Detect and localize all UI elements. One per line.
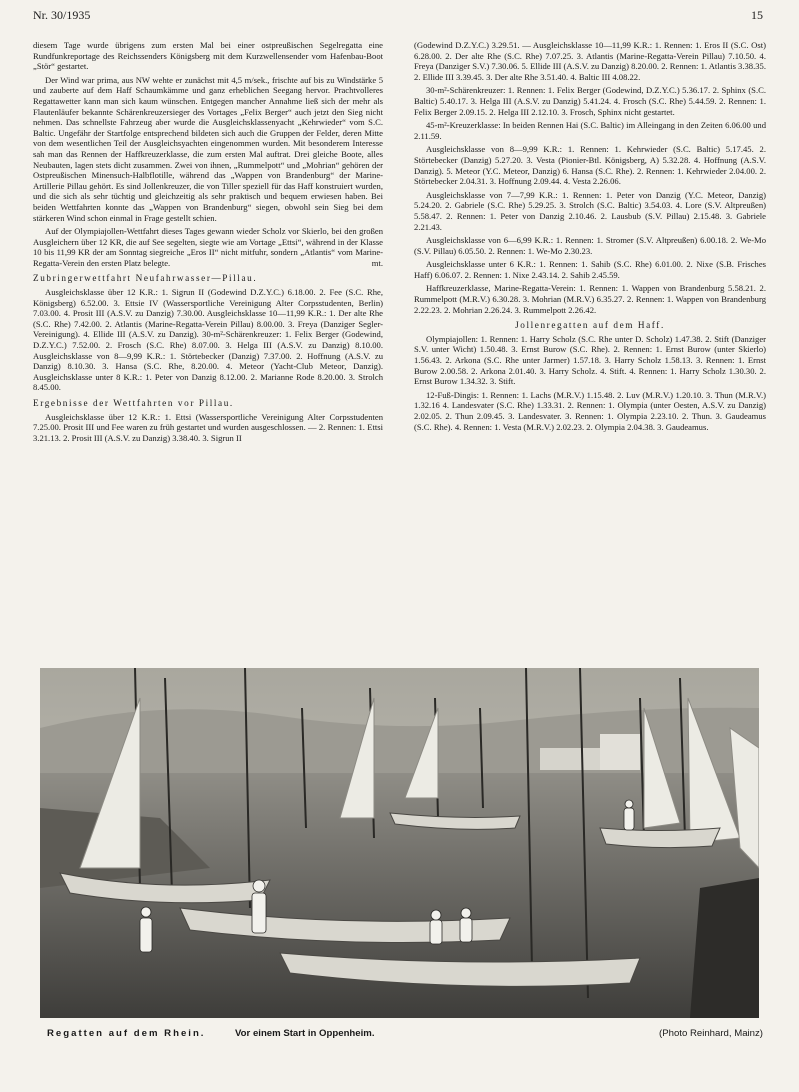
paragraph: 45-m²-Kreuzerklasse: In beiden Rennen Hai (S.C. Baltic) im Alleingang in den Zeiten 6.06.00 und 2.11.59.	[414, 120, 766, 141]
paragraph: 30-m²-Schärenkreuzer: 1. Rennen: 1. Felix Berger (Godewind, D.Z.Y.C.) 5.36.17. 2. Sphinx (S.C. Baltic) 5.40.17. 3. Helga III (A.S.V. zu Danzig) 5.41.24. 4. Frosch (S.C. Rhe) 5.44.59. 2. Rennen: 1. Felix Berger 2.09.15. 2. Helga III 2.12.10. 3. Frosch, Sphinx nicht gestartet.	[414, 85, 766, 117]
paragraph: Der Wind war prima, aus NW wehte er zunächst mit 4,5 m/sek., frischte auf bis zu Windstärke 5 und zauberte auf dem Haff Schaumkämme und ganz erheblichen Seegang hervor. Prachtvolleres Regattawetter kann man sich kaum wünschen. Entgegen mancher Annahme ließ sich der mehr als Flautenläufer bekannte Schärenkreuzersieger des Vortages „Felix Berger“ auch jetzt den Sieg nicht nehmen. Das schnellste Fahrzeug aber wurde die Ausgleichsklassenyacht „Kehrwieder“ vom S.C. Baltic. Ungefähr der Startfolge entsprechend bildeten sich auch die Gruppen der Felder, deren Mitte von dem wesentlichen Teil der Ausgleichsyachten eingenommen wurden. Mit besonderem Interesse sah man das Rennen der Haffkreuzerklasse, die zum ersten Mal auftrat. Drei gleiche Boote, alles Neubauten, lagen stets dicht zusammen. Zwei von ihnen, „Rummelpott“ und „Mohrian“ gehören der Ostpreußischen Minensuch-Halbflotille, während das „Wappen von Brandenburg“ der Marine-Artillerie Pillau gehört. Es sind Jollenkreuzer, die von Tiller speziell für das Haff konstruiert wurden, und die sich als sehr tüchtig und gleichzeitig als sehr praktisch und bequem erwiesen haben. Bei beiden Wettfahrten konnte das „Wappen von Brandenburg“ siegen, obwohl sein Sieg bei dem stärkeren Wind schon einmal in Frage gestellt schien.	[33, 74, 383, 223]
page-header	[33, 8, 763, 24]
paragraph: Haffkreuzerklasse, Marine-Regatta-Verein: 1. Rennen: 1. Wappen von Brandenburg 5.58.21. 2. Rummelpott (M.R.V.) 6.30.28. 3. Mohrian (M.R.V.) 6.35.27. 2. Rennen: 1. Wappen von Brandenburg 2.22.23. 2. Mohrian 2.26.24. 3. Rummelpott 2.26.42.	[414, 283, 766, 315]
section-heading: Ergebnisse der Wettfahrten vor Pillau.	[33, 398, 234, 408]
paragraph: (Godewind D.Z.Y.C.) 3.29.51. — Ausgleichsklasse 10—11,99 K.R.: 1. Rennen: 1. Eros II (S.C. Ost) 6.28.00. 2. Der alte Rhe (S.C. Rhe) 7.07.25. 3. Atlantis (Marine-Regatta-Verein Pillau) 7.10.50. 4. Freya (Danziger S.V.) 7.30.06. 5. Ellide III (A.S.V. zu Danzig) 8.20.00. 2. Rennen: 1. Atlantis 3.38.35. 2. Ellide III 3.39.45. 3. Der alte Rhe 3.51.40. 4. Baltic III 4.08.22.	[414, 40, 766, 82]
author-signature: mt.	[371, 257, 383, 268]
paragraph: Ausgleichsklasse unter 6 K.R.: 1. Rennen: 1. Sahib (S.C. Rhe) 6.01.00. 2. Nixe (S.B. Frisches Haff) 6.06.07. 2. Rennen: 1. Nixe 2.43.14. 2. Sahib 2.45.59.	[414, 259, 766, 280]
section-heading: Jollenregatten auf dem Haff.	[515, 320, 665, 331]
photo-caption	[47, 1028, 763, 1044]
paragraph-text: Auf der Olympiajollen-Wettfahrt dieses Tages gewann wieder Scholz vor Skierlo, bei den großen Ausgleichern über 12 KR, die auf See segelten, siegte wie am Vortage „Ettsi“, während in der Klasse 10 bis 11,99 KR der am Sonntag siegreiche „Eros II“ nicht mitfuhr, sondern „Atlantis“ vom Marine-Regatta-Verein den ersten Platz belegte.	[33, 226, 383, 268]
right-column	[414, 40, 766, 660]
regatta-photo	[40, 668, 759, 1018]
section-heading: Zubringerwettfahrt Neufahrwasser—Pillau.	[33, 273, 258, 284]
paragraph: Ausgleichsklasse von 7—7,99 K.R.: 1. Rennen: 1. Peter von Danzig (Y.C. Meteor, Danzig) 5.24.20. 2. Gabriele (S.C. Rhe) 5.29.25. 3. Strolch (S.C. Baltic) 3.54.03. 4. Lore (S.V. Altpreußen) 5.58.47. 2. Rennen: 1. Peter von Danzig 2.10.46. 2. Lausbub (S.V. Pillau) 2.15.48. 3. Gabriele 2.21.43.	[414, 189, 766, 232]
paragraph: diesem Tage wurde übrigens zum ersten Mal bei einer ostpreußischen Segelregatta eine Rundfunkreportage des Reichssenders Königsberg mit dem Kurzwellensender vom Hafenbau-Boot „Stör“ gestartet.	[33, 40, 383, 72]
sailboats-harbor-image	[40, 668, 759, 1018]
paragraph: Ausgleichsklasse von 8—9,99 K.R.: 1. Rennen: 1. Kehrwieder (S.C. Baltic) 5.17.45. 2. Störtebecker (Danzig) 5.27.20. 3. Vesta (Pionier-Btl. Königsberg, A) 5.32.28. 4. Hoffnung (A.S.V. Danzig). 5. Meteor (Y.C. Meteor, Danzig) 6. Hansa (S.C. Rhe). 2. Rennen: 1. Kehrwieder 2.04.00. 2. Störtebecker 2.04.31. 3. Hoffnung 2.09.44. 4. Vesta 2.26.06.	[414, 144, 766, 187]
caption-text: Vor einem Start in Oppenheim.	[235, 1028, 375, 1039]
paragraph: Olympiajollen: 1. Rennen: 1. Harry Scholz (S.C. Rhe unter D. Scholz) 1.47.38. 2. Stift (Danziger S.V. unter Wicht) 1.50.48. 3. Ernst Burow (S.C. Rhe). 2. Rennen: 1. Ernst Burow (unter Skierlo) 1.56.43. 2. Arkona (S.C. Rhe unter Jarmer) 1.57.18. 3. Harry Scholz 1.58.13. 3. Rennen: 1. Ernst Burow 2.00.58. 2. Arkona 2.01.40. 3. Harry Scholz. 4. Stift. 4. Rennen: 1. Harry Scholz 1.30.30. 2. Ernst Burow 1.34.32. 3. Stift.	[414, 333, 766, 387]
paragraph: Ausgleichsklasse über 12 K.R.: 1. Ettsi (Wassersportliche Vereinigung Alter Corpsstudenten 7.25.00. Prosit III und Fee waren zu früh gestartet und wurden ausgeschlossen. — 2. Rennen: 1. Ettsi 3.21.13. 2. Prosit III (A.S.V. zu Danzig) 3.38.40. 3. Sigrun II	[33, 411, 383, 443]
left-column	[33, 40, 383, 660]
page-number: 15	[751, 8, 763, 22]
photo-credit: (Photo Reinhard, Mainz)	[659, 1028, 763, 1039]
paragraph: Ausgleichsklasse von 6—6,99 K.R.: 1. Rennen: 1. Stromer (S.V. Altpreußen) 6.00.18. 2. We-Mo (S.V. Pillau) 6.05.50. 2. Rennen: 1. We-Mo 2.30.23.	[414, 235, 766, 256]
issue-number: Nr. 30/1935	[33, 8, 91, 22]
paragraph: Ausgleichsklasse über 12 K.R.: 1. Sigrun II (Godewind D.Z.Y.C.) 6.18.00. 2. Fee (S.C. Rhe, Königsberg) 6.52.00. 3. Ettsie IV (Wassersportliche Vereinigung Alter Corpsstudenten, Berlin) 7.03.00. 4. Prosit III (A.S.V. zu Danzig) 7.30.00. Ausgleichsklasse 10—11,99 K.R.: 1. Der alte Rhe (S.C. Rhe) 7.42.00. 2. Atlantis (Marine-Regatta-Verein Pillau) 8.00.00. 3. Freya (Danziger Segler-Vereinigung). 4. Ellide III (A.S.V. zu Danzig). 30-m²-Schärenkreuzer: 1. Felix Berger (Godewind, D.Z.Y.C.) 7.52.00. 2. Frosch (S.C. Rhe) 8.07.00. 3. Helga III (A.S.V. zu Danzig) 8.10.00. Ausgleichsklasse von 8—9,99 K.R.: 1. Störtebecker (Danzig) 7.37.00. 2. Hoffnung (A.S.V. zu Danzig) 8.10.30. 3. Hansa (S.C. Rhe, 8.20.00. 4. Meteor (Yacht-Club Meteor, Danzig). Ausgleichsklasse unter 8 K.R.: 1. Peter von Danzig 8.12.00. 2. Marianne Rode 8.20.00. 3. Strolch 8.45.00.	[33, 287, 383, 393]
caption-title: Regatten auf dem Rhein.	[47, 1028, 206, 1039]
paragraph: 12-Fuß-Dingis: 1. Rennen: 1. Lachs (M.R.V.) 1.15.48. 2. Luv (M.R.V.) 1.20.10. 3. Thun (M.R.V.) 1.32.16 4. Landesvater (S.C. Rhe) 1.33.31. 2. Rennen: 1. Olympia (unter Oesten, A.S.V. zu Danzig) 2.02.05. 2. Thun 2.09.45. 3. Landesvater. 3. Rennen: 1. Olympia 2.23.10. 2. Thun. 3. Gaudeamus (S.C. Rhe). 4. Rennen: 1. Vesta (M.R.V.) 2.02.23. 2. Olympia 2.04.38. 3. Gaudeamus.	[414, 389, 766, 432]
paragraph	[33, 226, 383, 268]
